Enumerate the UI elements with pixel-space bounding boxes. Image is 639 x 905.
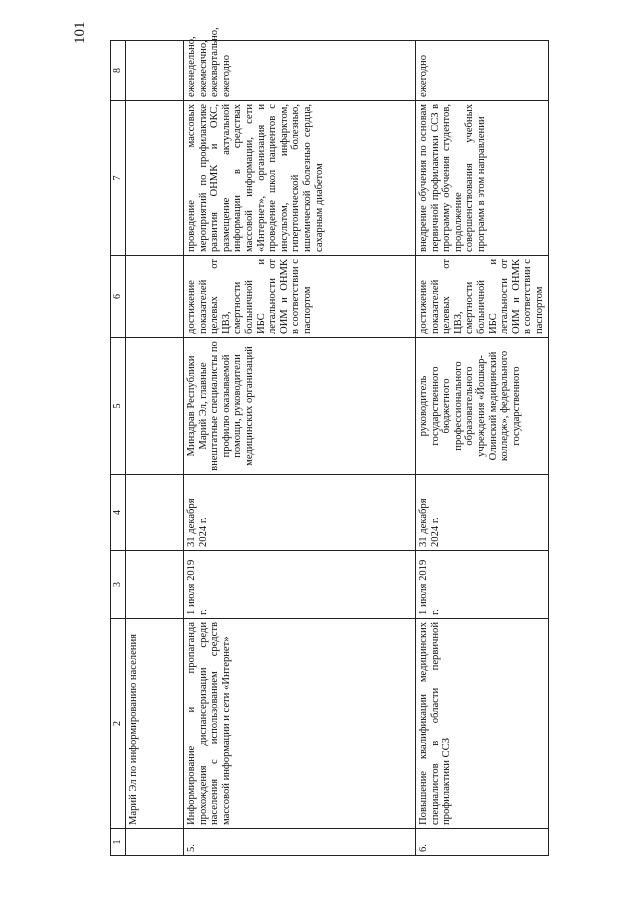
start-date-cell: 1 июля 2019 г.: [416, 551, 549, 619]
table-row: [184, 41, 416, 856]
header-cell: 1: [111, 829, 126, 856]
actions-cell: внедрение обучения по основам первичной профилактики ССЗ в программу обучения студентов, продолжение совершенствования учебных программ в этом направлении: [416, 101, 549, 256]
measure-cell: Повышение квалификации медицинских специалистов в области первичной профилактики ССЗ: [416, 619, 549, 829]
actions-cell: проведение массовых мероприятий по профилактике развития ОНМК и ОКС, размещение актуальной информации в средствах массовой информации, сети «Интернет», организация и проведение школ пациентов с инсультом, инфарктом, гипертонической болезнью, ишемической болезнью сердца, сахарным диабетом: [184, 101, 416, 256]
result-cell: [126, 256, 184, 338]
start-date-cell: 1 июля 2019 г.: [184, 551, 416, 619]
end-date-cell: [126, 475, 184, 551]
header-row: [111, 41, 126, 856]
header-cell: 3: [111, 551, 126, 619]
rotated-table-container: [110, 27, 545, 856]
end-date-cell: 31 декабря 2024 г.: [416, 475, 549, 551]
header-cell: 4: [111, 475, 126, 551]
result-cell: достижение показателей целевых от ЦВЗ, смертности больничной ИБС и летальности от ОИМ и ОНМК в соответствии с паспортом: [184, 256, 416, 338]
header-cell: 6: [111, 256, 126, 338]
header-cell: 7: [111, 101, 126, 256]
table-row: [126, 41, 184, 856]
result-cell: достижение показателей целевых от ЦВЗ, смертности больничной ИБС и летальности от ОИМ и ОНМК в соответствии с паспортом: [416, 256, 549, 338]
measure-cell: Информирование и пропаганда прохождения диспансеризации среди населения с использованием средств массовой информации и сети «Интернет»: [184, 619, 416, 829]
end-date-cell: 31 декабря 2024 г.: [184, 475, 416, 551]
header-cell: 5: [111, 338, 126, 475]
row-number: 6.: [416, 829, 549, 856]
frequency-cell: еженедельно, ежемесячно, ежеквартально, ежегодно: [184, 41, 416, 101]
row-number: [126, 829, 184, 856]
header-cell: 8: [111, 41, 126, 101]
frequency-cell: ежегодно: [416, 41, 549, 101]
row-number: 5.: [184, 829, 416, 856]
measure-cell: Марий Эл по информированию населения: [126, 619, 184, 829]
page-number: 101: [72, 21, 88, 45]
responsible-cell: руководитель государственного бюджетного профессионального образовательного учреждения «Йошкар-Олинский медицинский колледж», федерального государственного: [416, 338, 549, 475]
header-cell: 2: [111, 619, 126, 829]
responsible-cell: [126, 338, 184, 475]
responsible-cell: Минздрав Республики Марий Эл, главные внештатные специалисты по профилю оказываемой помощи, руководители медицинских организаций: [184, 338, 416, 475]
frequency-cell: [126, 41, 184, 101]
plan-table: [110, 27, 549, 856]
start-date-cell: [126, 551, 184, 619]
actions-cell: [126, 101, 184, 256]
table-row: [416, 41, 549, 856]
